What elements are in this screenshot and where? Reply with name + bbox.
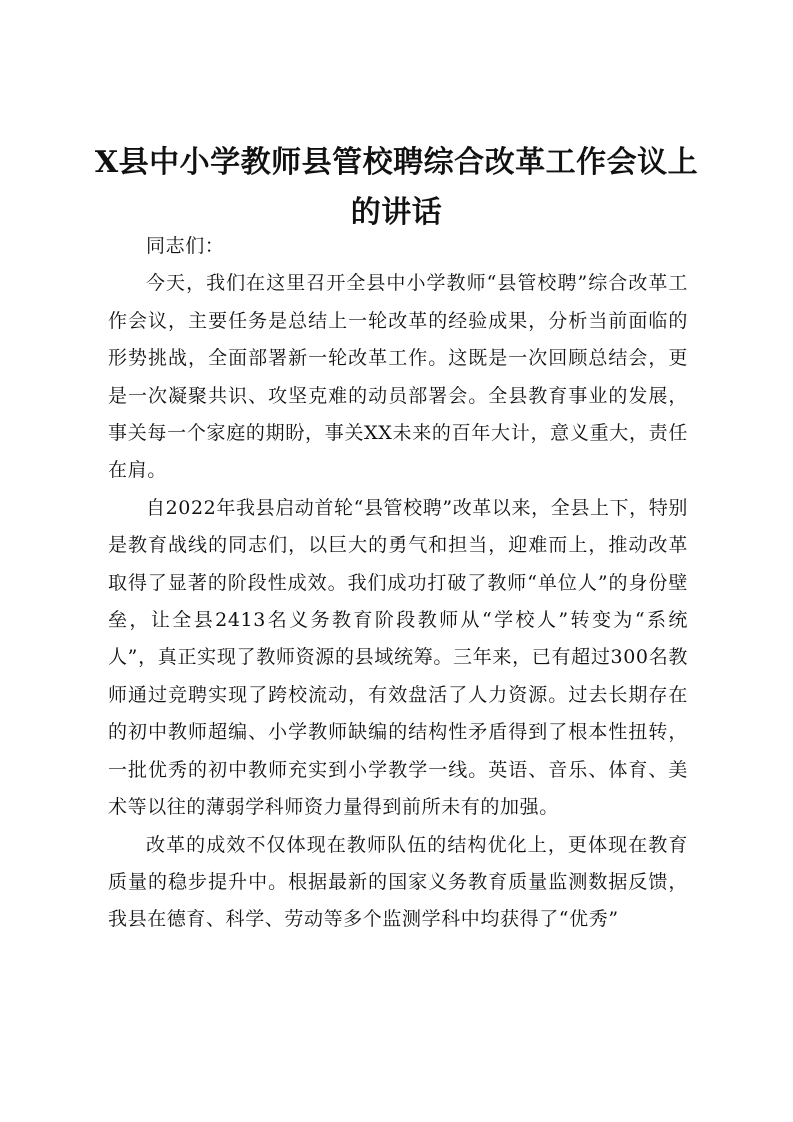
title-line-2: 的讲话 — [350, 195, 443, 230]
title-line-1: X县中小学教师县管校聘综合改革工作会议上 — [94, 145, 699, 180]
paragraph-2: 自2022年我县启动首轮“县管校聘”改革以来，全县上下，特别是教育战线的同志们，以巨大的勇气和担当，迎难而上，推动改革取得了显著的阶段性成效。我们成功打破了教师“单位人”的身份壁垒，让全县2413名义务教育阶段教师从“学校人”转变为“系统人”，真正实现了教师资源的县域统筹。三年来，已有超过300名教师通过竞聘实现了跨校流动，有效盘活了人力资源。过去长期存在的初中教师超编、小学教师缺编的结构性矛盾得到了根本性扭转，一批优秀的初中教师充实到小学教学一线。英语、音乐、体育、美术等以往的薄弱学科师资力量得到前所未有的加强。 — [108, 496, 688, 819]
salutation: 同志们： — [146, 235, 225, 257]
paragraph-1: 今天，我们在这里召开全县中小学教师“县管校聘”综合改革工作会议，主要任务是总结上一轮改革的经验成果，分析当前面临的形势挑战，全面部署新一轮改革工作。这既是一次回顾总结会，更是一次凝聚共识、攻坚克难的动员部署会。全县教育事业的发展，事关每一个家庭的期盼，事关XX未来的百年大计，意义重大，责任在肩。 — [108, 272, 688, 482]
speech-body — [108, 228, 688, 939]
paragraph-3: 改革的成效不仅体现在教师队伍的结构优化上，更体现在教育质量的稳步提升中。根据最新的国家义务教育质量监测数据反馈，我县在德育、科学、劳动等多个监测学科中均获得了“优秀” — [108, 833, 688, 931]
document-title — [90, 138, 703, 238]
